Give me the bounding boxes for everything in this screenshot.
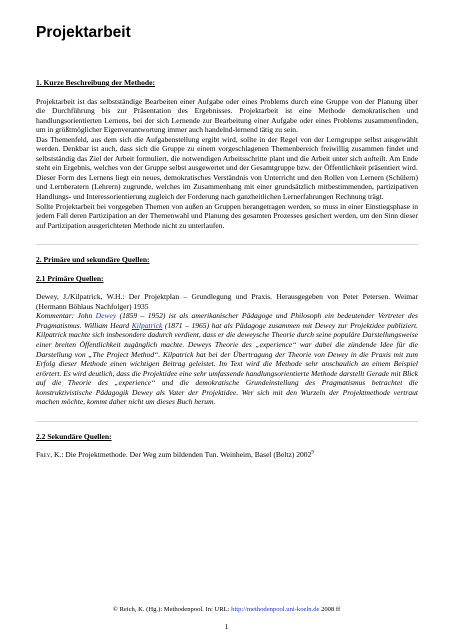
dewey-link[interactable]: Dewey — [95, 311, 117, 321]
secondary-author: Frey — [36, 450, 51, 460]
section-2-heading: 2. Primäre und sekundäre Quellen: — [36, 255, 150, 265]
commentary — [36, 311, 418, 406]
footer-text-2: 2008 ff — [319, 606, 341, 613]
secondary-reference-text: , K.: Die Projektmethode. Der Weg zum bildenden Tun. Weinheim, Basel (Beltz) 2002 — [50, 450, 312, 460]
section-1-paragraph-4: Sollte Projektarbeit bei vorgegeben Themen von außen an Gruppen herangetragen werden, so muss in einer Einstiegsphase in jedem Fall deren Partizipation an der Themenwahl und Planung des gesamten Prozesses gesichert werden, um den Sinn dieser auf Partizipation ausgerichteten Methode nicht zu unterlaufen. — [36, 201, 418, 230]
page-number: 1 — [224, 622, 229, 631]
commentary-text-c: (1871 – 1965) hat als Pädagoge zusammen mit Dewey zur Projektidee publiziert. Kilpatrick machte sich insbesondere dadurch verdient, dass er die deweysche Theorie durch seine populäre Darstellungsweise einer breiten Öffentlichkeit zugänglich machte. Deweys Theorie des „experience“ war dabei die zündende Idee für die Darstellung von „The Project Method“. Kilpatrick hat bei der Übertragung der Theorie von Dewey in die Praxis mit zum Erfolg dieser Methode einen wichtigen Beitrag geleistet. Im Text wird die Methode sehr anschaulich an einem Beispiel erörtert. Es wird deutlich, dass die Projektidee eine sehr umfassende handlungsorientierte Methode darstellt Gerade mit Blick auf die Theorie des „experience“ und die demokratische Grundeinstellung des Pragmatismus betrachtet die konstruktivistische Pädagogik Dewey als Vater der Projektidee. Wer sich mit den Wurzeln der Projektmethode vertraut machen möchte, kommt daher nicht um dieses Buch herum. — [36, 320, 418, 407]
commentary-text-a: Kommentar: John — [36, 311, 96, 321]
section-divider — [36, 244, 418, 245]
section-1-paragraph-1: Projektarbeit ist das selbstständige Bearbeiten einer Aufgabe oder eines Problems durch eine Gruppe von der Planung über die Durchführung bis zur Präsentation des Ergebnisses. Projektarbeit ist eine Methode demokratischen und handlungsorientierten Lernens, bei der sich Lernende zur Bearbeitung einer Aufgabe oder eines Problems zusammenfinden, um in größtmöglicher Eigenverantwortung immer auch handelnd-lernend tätig zu sein. — [36, 96, 418, 135]
section-2-1-heading: 2.1 Primäre Quellen: — [36, 273, 104, 283]
commentary-text-b: (1859 – 1952) ist als amerikanischer Pädagoge und Philosoph ein bedeutender Vertreter des Pragmatismus. William Heard — [36, 311, 418, 330]
kilpatrick-link[interactable]: Kilpatrick — [131, 320, 163, 330]
secondary-reference — [36, 450, 418, 460]
footnote-marker: 9 — [311, 450, 314, 456]
section-divider-2 — [36, 421, 418, 422]
document-body — [36, 78, 418, 460]
primary-reference: Dewey, J./Kilpatrick, W.H.: Der Projektplan – Grundlegung und Praxis. Herausgegeben von Peter Petersen. Weimar (Hermann Böhlaus Nachfolger) 1935 — [36, 292, 418, 311]
section-1-heading: 1. Kurze Beschreibung der Methode: — [36, 78, 155, 87]
section-1-paragraph-3: Dieser Form des Lernens liegt ein neues, demokratisches Verständnis von Unterricht und den Rollen von Lernern (Schülern) und Lernberatern (Lehrern) zugrunde, welches im Zusammenhang mit einer grundsätzlich mitbestimmenden, partizipativen Handlungs- und Interessorientierung zugleich der Forderung nach ganzheitlichen Lernerfahrungen Rechnung trägt. — [36, 172, 418, 202]
section-2-2-heading: 2.2 Sekundäre Quellen: — [36, 431, 112, 441]
footer-citation — [0, 606, 453, 613]
page-title: Projektarbeit — [36, 24, 131, 41]
footer-url-link[interactable]: http://methodenpool.uni-koeln.de — [231, 606, 320, 613]
footer-text: © Reich, K. (Hg.): Methodenpool. In: URL: — [112, 606, 232, 613]
section-1-paragraph-2: Das Themenfeld, aus dem sich die Aufgabenstellung ergibt wird, sollte in der Regel von der Lerngruppe selbst ausgewählt werden. Denkbar ist auch, dass sich die Gruppe zu einem vorgeschlagenen Themenbereich freiwillig zusammen findet und selbstständig das Ziel der Arbeit formuliert, die notwendigen Arbeitsschritte plant und die Arbeit unter sich aufteilt. Am Ende steht ein Ergebnis, welches von der Gruppe selbst ausgewertet und der Gesamtgruppe bzw. der Öffentlichkeit präsentiert wird. — [36, 134, 418, 173]
